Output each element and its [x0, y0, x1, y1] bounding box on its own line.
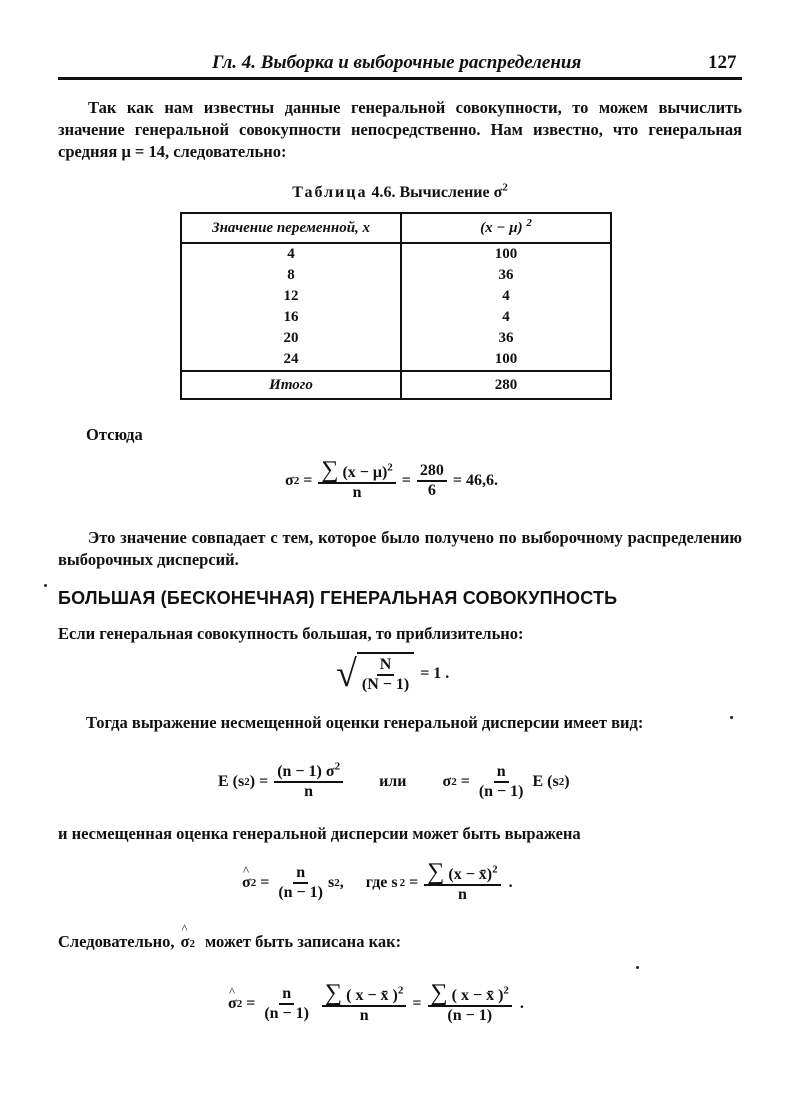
conclusion-paragraph: Это значение совпадает с тем, которое было получено по выборочному распределению выборочных дисперсий.	[58, 528, 742, 569]
f3-where: где s	[365, 874, 398, 891]
f4-den1: (n − 1)	[264, 1005, 309, 1022]
table-row	[181, 349, 611, 371]
table-row	[181, 265, 611, 286]
caption-sup: 2	[502, 181, 508, 194]
f2-num: (n − 1) σ	[277, 763, 335, 780]
cell-x: 4	[181, 243, 401, 265]
table-row	[181, 243, 611, 265]
header-rule	[58, 77, 742, 80]
cell-x: 20	[181, 328, 401, 349]
total-value: 280	[401, 371, 611, 399]
caption-title: Вычисление σ	[399, 184, 503, 201]
section-text-3: и несмещенная оценка генеральной дисперсии может быть выражена	[58, 824, 581, 843]
formula-sigma-squared: σ 2 = $\frac{\sum (x - \mu)^2}{n}$ = $\frac{280}{6}$ = 46,6.	[285, 457, 499, 501]
sqrt-result: = 1 .	[420, 665, 450, 682]
sqrt-num: N	[377, 656, 395, 676]
cell-sq: 4	[502, 309, 510, 325]
section-text-2: Тогда выражение несмещенной оценки генеральной дисперсии имеет вид:	[86, 713, 644, 732]
total-label: Итого	[181, 371, 401, 399]
table-row	[181, 307, 611, 328]
f4-num1: n	[279, 985, 294, 1005]
text4-b: может быть записана как:	[204, 932, 402, 951]
scan-speck	[636, 966, 639, 969]
f1-lhs: σ	[285, 472, 294, 489]
table-row	[181, 286, 611, 307]
f4-sum-num-a: ( x − x̄ )	[346, 987, 398, 1004]
cell-x: 24	[181, 349, 401, 371]
col-header-sq	[401, 213, 611, 243]
f2-lhs: E (s	[218, 773, 245, 790]
f2-rhs-num: n	[494, 763, 509, 783]
cell-x: 12	[181, 286, 401, 307]
section-text-1: Если генеральная совокупность большая, то приблизительно:	[58, 624, 524, 643]
section-heading: БОЛЬШАЯ (БЕСКОНЕЧНАЯ) ГЕНЕРАЛЬНАЯ СОВОКУПНОСТЬ	[58, 588, 618, 608]
f1-frac-sum: $\frac{\sum (x - \mu)^2}{n}$	[318, 460, 395, 502]
scan-speck	[44, 584, 47, 587]
f1-den2: 6	[427, 482, 436, 499]
caption-number: 4.6.	[371, 184, 396, 201]
f4-sum-num-b: ( x − x̄ )	[451, 987, 504, 1004]
f3-num: n	[293, 864, 308, 884]
f4-den2: n	[359, 1007, 369, 1024]
col2-text: (x − μ)	[480, 219, 523, 236]
hence-text: Отсюда	[86, 425, 143, 444]
table-caption	[0, 181, 800, 202]
f3-den: (n − 1)	[278, 884, 323, 901]
f3-sum-num: (x − x̄)	[448, 866, 493, 883]
sqrt-expr	[336, 652, 414, 696]
cell-sq: 100	[494, 351, 518, 367]
section-text-4: Следовательно, ^ σ 2 может быть записана как:	[58, 932, 401, 952]
variance-table	[180, 212, 612, 400]
running-title: Гл. 4. Выборка и выборочные распределения	[212, 52, 582, 73]
text4-a: Следовательно,	[58, 932, 175, 951]
f2-or: или	[379, 773, 407, 790]
page-number: 127	[708, 52, 737, 73]
f1-frac-num	[417, 462, 447, 500]
intro-paragraph: Так как нам известны данные генеральной совокупности, то можем вычислить значение генеральной совокупности непосредственно. Нам известно, что генеральная средняя μ = 14, следовательно:	[58, 98, 742, 161]
formula-sqrt	[336, 652, 449, 696]
f2-rhs-den: (n − 1)	[478, 783, 524, 800]
f1-num2: 280	[417, 462, 447, 482]
cell-sq: 36	[498, 267, 514, 283]
f2-rhs-tail: E (s	[532, 773, 559, 790]
formula-expectation: E (s 2 ) = $\frac{(n - 1) \sigma^2}{n}$ или σ 2 = $\frac{n}{(n - 1)}$ E (s 2 )	[218, 760, 570, 800]
col-header-x: Значение переменной, x	[181, 213, 401, 243]
f2-den: n	[304, 783, 314, 800]
f1-den: n	[352, 484, 362, 501]
cell-sq: 100	[494, 246, 518, 262]
sqrt-den: (N − 1)	[361, 676, 410, 693]
f4-den3: (n − 1)	[447, 1007, 493, 1024]
table-header-row	[181, 213, 611, 243]
table-row	[181, 328, 611, 349]
cell-sq: 4	[502, 288, 510, 304]
f1-sum-num: (x − μ)	[342, 464, 388, 481]
formula-unbiased: ^ σ 2 = $\frac{n}{(n - 1)}$ s 2 , где s 2 = $\frac{\sum (x - x̄)^2}{n}$ .	[242, 862, 513, 904]
caption-label: Таблица	[292, 184, 368, 201]
cell-x: 16	[181, 307, 401, 328]
f3-sum-den: n	[457, 886, 467, 903]
col2-sup: 2	[526, 216, 532, 229]
scan-speck	[730, 716, 733, 719]
cell-x: 8	[181, 265, 401, 286]
formula-final: ^ σ 2 = $\frac{n}{(n - 1)}$ $\frac{\sum ( x - x̄ )^2}{n}$ = $\frac{\sum ( x - x̄ )^2}{(n - 1)}$ .	[228, 983, 524, 1025]
table-total-row	[181, 371, 611, 399]
f1-result: = 46,6.	[452, 472, 499, 489]
radical-sign: √	[336, 653, 357, 695]
cell-sq: 36	[498, 330, 514, 346]
